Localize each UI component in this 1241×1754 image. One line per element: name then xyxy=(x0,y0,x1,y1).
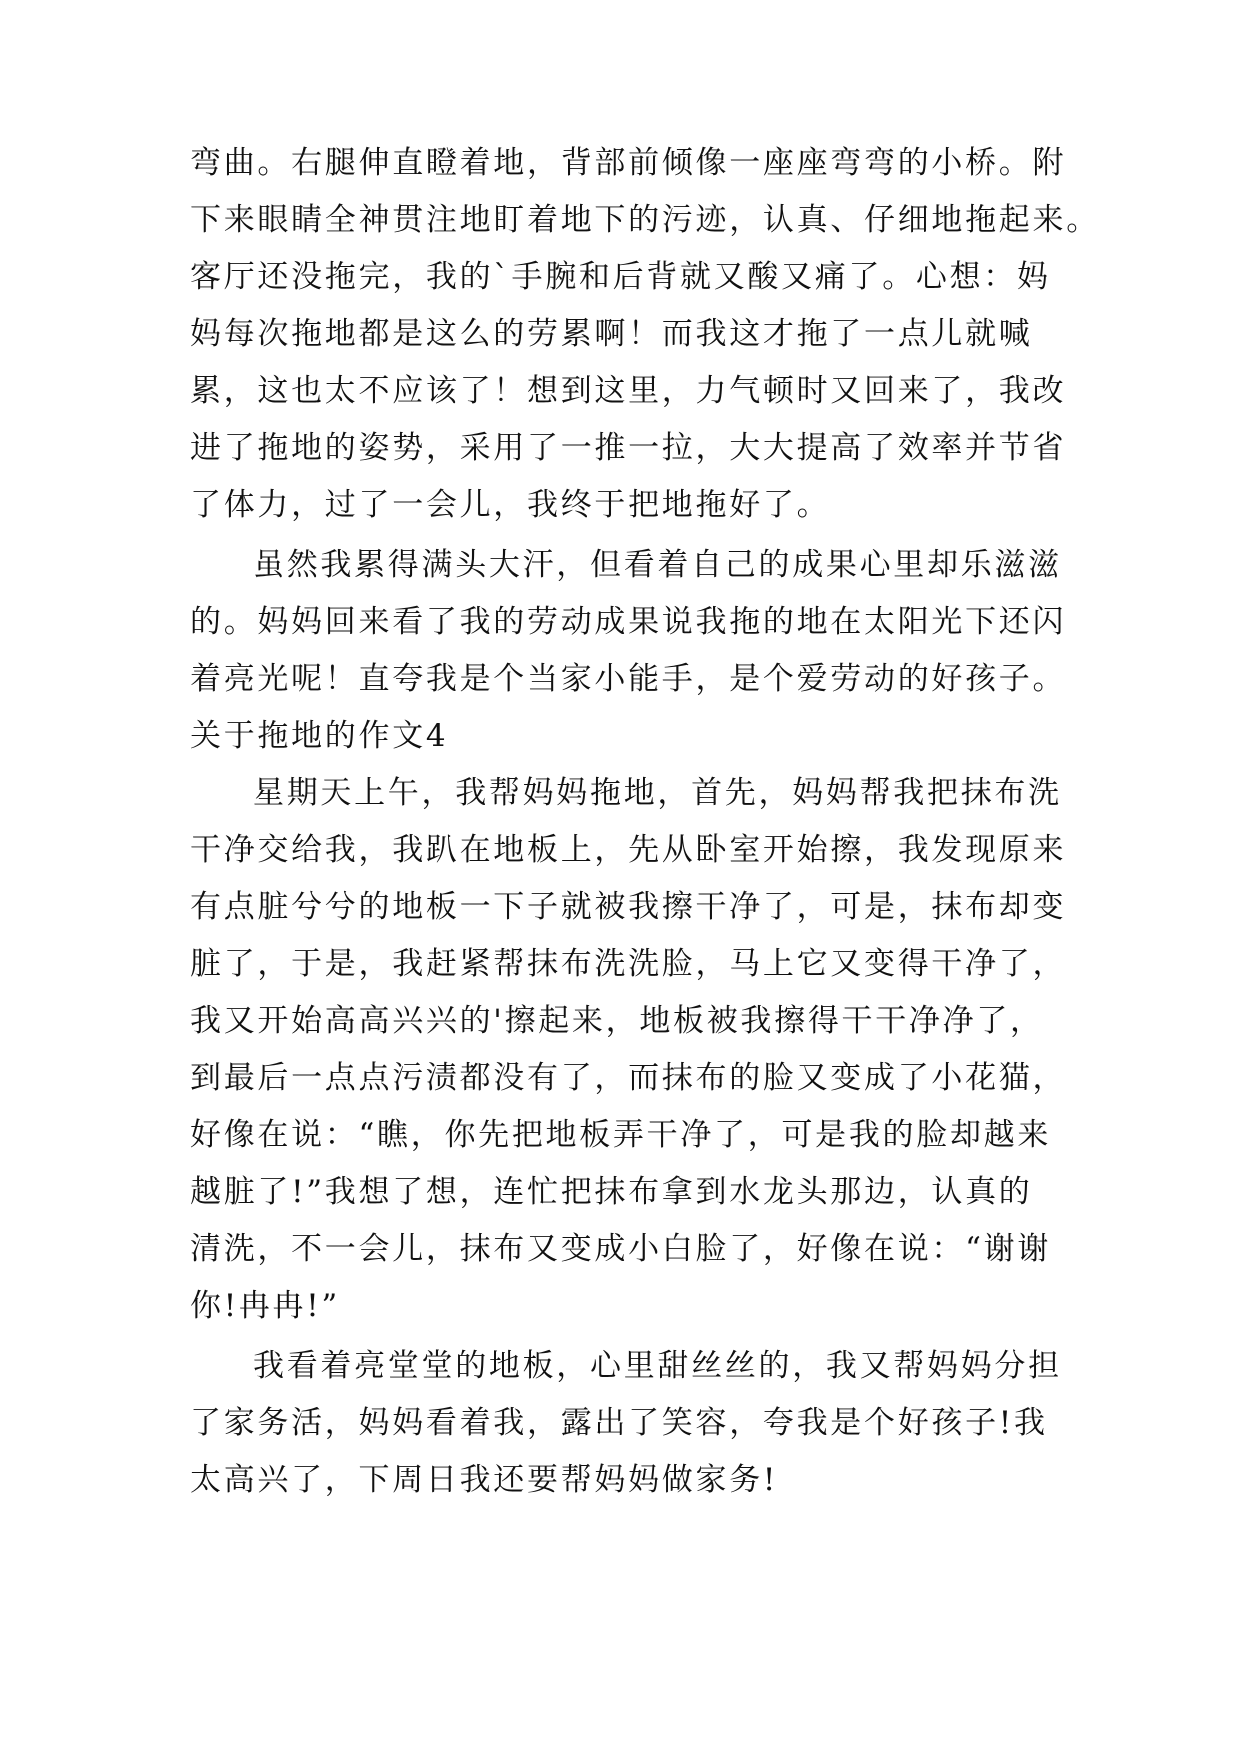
text-line: 太高兴了，下周日我还要帮妈妈做家务! xyxy=(190,1462,779,1498)
text-line: 下来眼睛全神贯注地盯着地下的污迹，认真、仔细地拖起来。 xyxy=(190,202,1100,238)
text-line: 妈每次拖地都是这么的劳累啊！而我这才拖了一点儿就喊 xyxy=(190,316,1033,352)
text-line: 弯曲。右腿伸直瞪着地，背部前倾像一座座弯弯的小桥。附 xyxy=(190,145,1067,181)
text-line: 了家务活，妈妈看着我，露出了笑容，夸我是个好孩子!我 xyxy=(190,1405,1048,1441)
text-line: 清洗，不一会儿，抹布又变成小白脸了，好像在说：“谢谢 xyxy=(190,1231,1052,1267)
text-line: 到最后一点点污渍都没有了，而抹布的脸又变成了小花猫， xyxy=(190,1060,1067,1096)
text-line: 的。妈妈回来看了我的劳动成果说我拖的地在太阳光下还闪 xyxy=(190,604,1067,640)
text-line: 好像在说：“瞧，你先把地板弄干净了，可是我的脸却越来 xyxy=(190,1117,1052,1153)
text-line: 你!冉冉!” xyxy=(190,1288,340,1324)
text-line: 我又开始高高兴兴的'擦起来，地板被我擦得干干净净了， xyxy=(190,1003,1044,1039)
text-line: 累，这也太不应该了！想到这里，力气顿时又回来了，我改 xyxy=(190,373,1067,409)
section-heading: 关于拖地的作文4 xyxy=(190,718,449,754)
paragraph-start-line: 虽然我累得满头大汗，但看着自己的成果心里却乐滋滋 xyxy=(253,547,1062,583)
text-line: 干净交给我，我趴在地板上，先从卧室开始擦，我发现原来 xyxy=(190,832,1067,868)
text-line: 进了拖地的姿势，采用了一推一拉，大大提高了效率并节省 xyxy=(190,430,1067,466)
paragraph-start-line: 星期天上午，我帮妈妈拖地，首先，妈妈帮我把抹布洗 xyxy=(253,775,1062,811)
text-line: 了体力，过了一会儿，我终于把地拖好了。 xyxy=(190,487,831,523)
text-line: 客厅还没拖完，我的`手腕和后背就又酸又痛了。心想：妈 xyxy=(190,259,1051,295)
text-line: 越脏了!”我想了想，连忙把抹布拿到水龙头那边，认真的 xyxy=(190,1174,1033,1210)
text-line: 着亮光呢！直夸我是个当家小能手，是个爱劳动的好孩子。 xyxy=(190,661,1067,697)
text-line: 脏了，于是，我赶紧帮抹布洗洗脸，马上它又变得干净了， xyxy=(190,946,1067,982)
text-line: 有点脏兮兮的地板一下子就被我擦干净了，可是，抹布却变 xyxy=(190,889,1067,925)
paragraph-start-line: 我看着亮堂堂的地板，心里甜丝丝的，我又帮妈妈分担 xyxy=(253,1348,1062,1384)
